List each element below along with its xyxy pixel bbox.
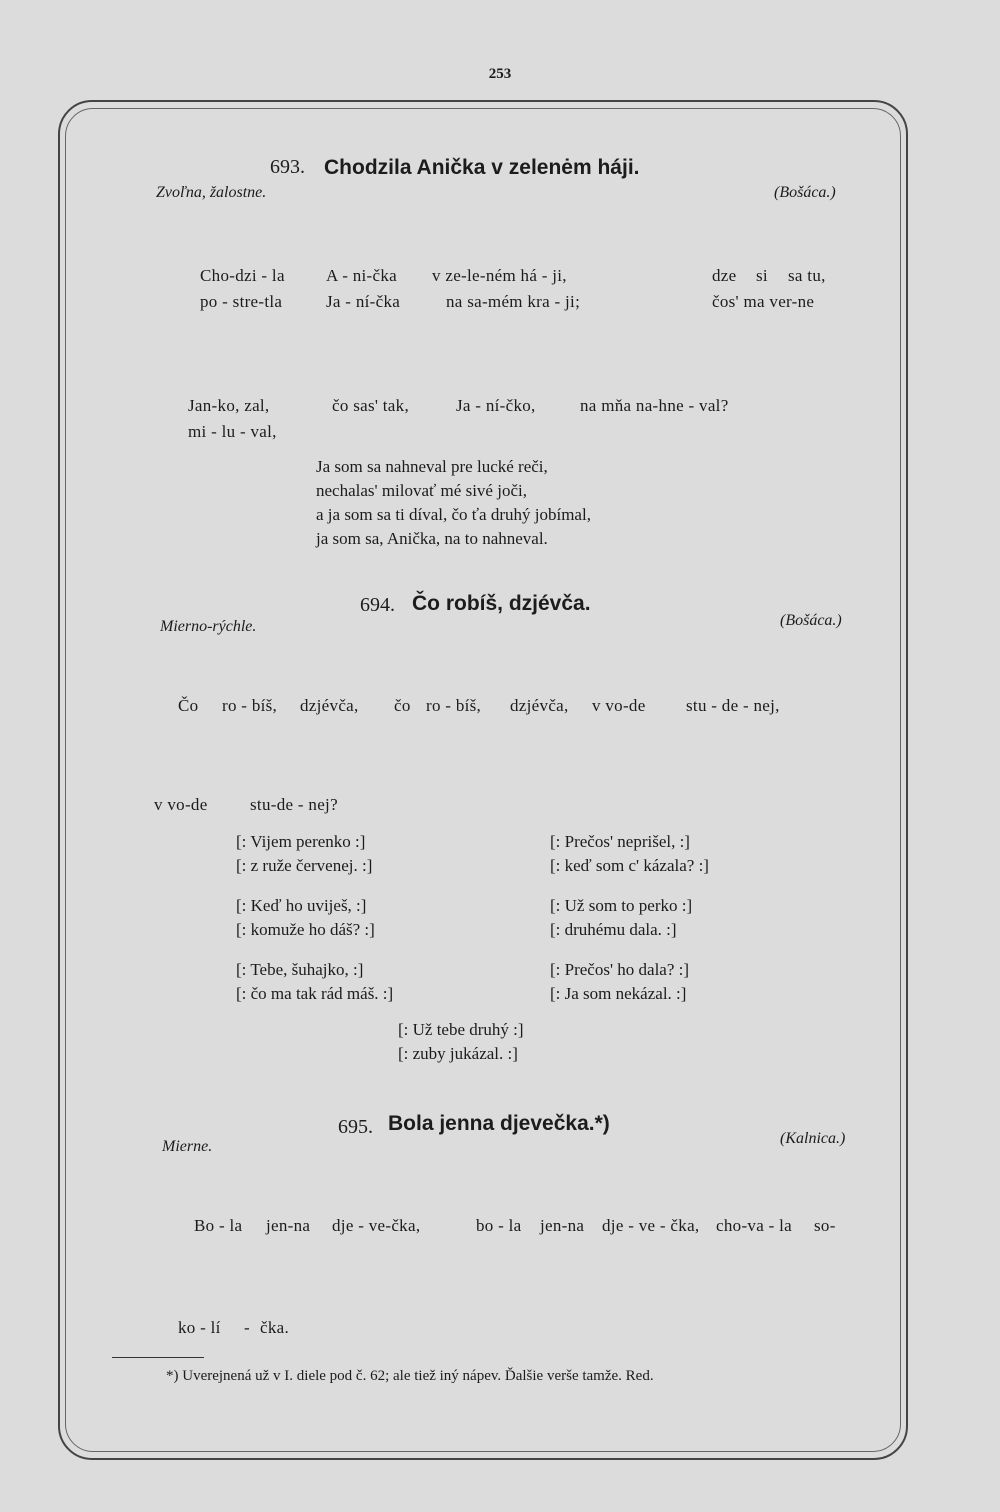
lyric: v ze-le-ném há - ji,	[432, 266, 567, 285]
verse-line: [: keď som c' kázala? :]	[550, 856, 709, 875]
verse-line: [: Prečos' ho dala? :]	[550, 960, 690, 979]
staff-694-2	[106, 742, 878, 775]
verse-line: ja som sa, Anička, na to nahneval.	[316, 529, 548, 548]
song-693-number: 693.	[270, 156, 305, 178]
lyric: dze	[712, 266, 737, 285]
staff-694-1	[106, 650, 878, 683]
lyric: dje - ve - čka,	[602, 1216, 700, 1235]
song-694-title: Čo robíš, dzjévča.	[412, 592, 591, 615]
lyric: Ja - ní-čka	[326, 292, 401, 311]
verse-line: [: z ruže červenej. :]	[236, 856, 373, 875]
lyric: stu - de - nej,	[686, 696, 780, 715]
lyric: mi - lu - val,	[188, 422, 277, 441]
lyric: čos' ma ver-ne	[712, 292, 815, 311]
song-695-title: Bola jenna djevečka.*)	[388, 1112, 610, 1135]
verse-line: [: Ja som nekázal. :]	[550, 984, 687, 1003]
verse-line: [: Už tebe druhý :]	[398, 1020, 524, 1039]
lyric: sa tu,	[788, 266, 826, 285]
staff-693-1	[106, 218, 870, 251]
lyric: Čo	[178, 696, 199, 715]
song-694-place: (Bošáca.)	[780, 612, 842, 629]
lyric: stu-de - nej?	[250, 795, 338, 814]
verse-line: [: Tebe, šuhajko, :]	[236, 960, 364, 979]
lyric: cho-va - la	[716, 1216, 792, 1235]
verse-line: nechalas' milovať mé sivé joči,	[316, 481, 527, 500]
verse-line: [: komuže ho dáš? :]	[236, 920, 375, 939]
lyric: Cho-dzi - la	[200, 266, 285, 285]
staff-695-1	[106, 1166, 878, 1199]
verse-line: [: druhému dala. :]	[550, 920, 677, 939]
verse-line: a ja som sa ti díval, čo ťa druhý jobímal,	[316, 505, 591, 524]
lyric: Jan-ko, zal,	[188, 396, 270, 415]
verse-line: Ja som sa nahneval pre lucké reči,	[316, 457, 548, 476]
lyric: čka.	[260, 1318, 290, 1337]
verse-line: [: Už som to perko :]	[550, 896, 693, 915]
lyric: ro - bíš,	[222, 696, 278, 715]
lyric: čo sas' tak,	[332, 396, 410, 415]
lyric: na mňa na-hne - val?	[580, 396, 729, 415]
song-695-place: (Kalnica.)	[780, 1130, 846, 1147]
staff-695-2	[106, 1260, 878, 1293]
lyric: so-	[814, 1216, 836, 1235]
verse-line: [: Keď ho uviješ, :]	[236, 896, 367, 915]
lyric: bo - la	[476, 1216, 522, 1235]
lyric: -	[244, 1318, 250, 1337]
verse-line: [: čo ma tak rád máš. :]	[236, 984, 394, 1003]
lyric: Bo - la	[194, 1216, 243, 1235]
song-695-tempo: Mierne.	[162, 1138, 213, 1155]
lyric: ko - lí	[178, 1318, 221, 1337]
lyric: jen-na	[540, 1216, 585, 1235]
lyric: si	[756, 266, 768, 285]
song-693-place: (Bošáca.)	[774, 184, 836, 201]
lyric: dje - ve-čka,	[332, 1216, 421, 1235]
lyric: v vo-de	[154, 795, 208, 814]
lyric: ro - bíš,	[426, 696, 482, 715]
lyric: Ja - ní-čko,	[456, 396, 536, 415]
song-693-tempo: Zvoľna, žalostne.	[156, 184, 267, 201]
lyric: dzjévča,	[510, 696, 569, 715]
staff-693-2	[106, 341, 870, 374]
lyric: jen-na	[266, 1216, 311, 1235]
lyric: dzjévča,	[300, 696, 359, 715]
lyric: po - stre-tla	[200, 292, 283, 311]
lyric: A - ni-čka	[326, 266, 397, 285]
lyric: čo	[394, 696, 411, 715]
footnote: *) Uverejnená už v I. diele pod č. 62; ale tiež iný nápev. Ďalšie verše tamže. Red.	[166, 1368, 654, 1384]
page-number: 253	[488, 66, 512, 82]
verse-line: [: Vijem perenko :]	[236, 832, 366, 851]
verse-line: [: zuby jukázal. :]	[398, 1044, 518, 1063]
song-694-number: 694.	[360, 594, 395, 616]
lyric: v vo-de	[592, 696, 646, 715]
song-694-tempo: Mierno-rýchle.	[160, 618, 257, 635]
song-695-number: 695.	[338, 1116, 373, 1138]
lyric: na sa-mém kra - ji;	[446, 292, 581, 311]
footnote-rule	[112, 1357, 204, 1358]
verse-line: [: Prečos' neprišel, :]	[550, 832, 690, 851]
song-693-title: Chodzila Anička v zelenėm háji.	[324, 156, 640, 179]
